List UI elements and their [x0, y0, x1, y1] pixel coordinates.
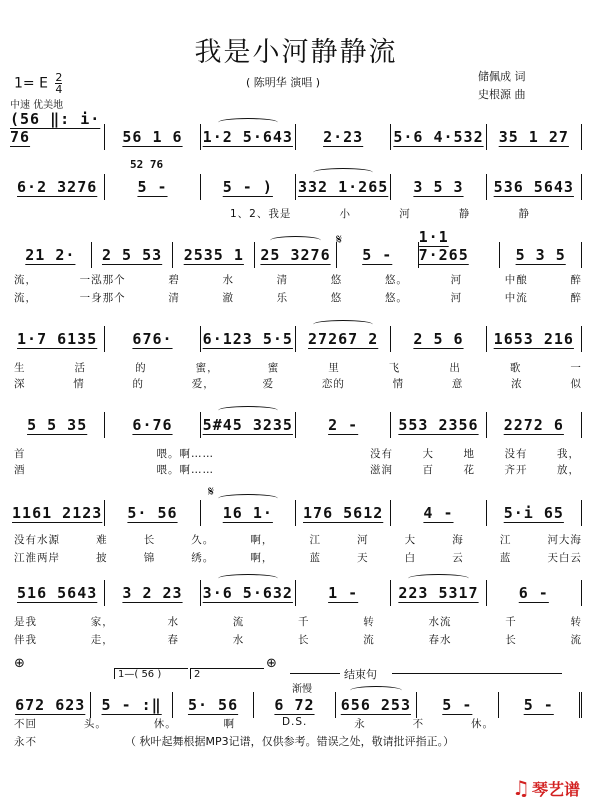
- measure: [105, 412, 200, 438]
- lyric: 江淮两岸: [14, 552, 60, 564]
- lyric: 江: [499, 534, 512, 546]
- measure: [487, 412, 582, 438]
- measure: [92, 242, 174, 268]
- lyric: 没有水源: [14, 534, 60, 546]
- lyric: 转: [570, 616, 582, 628]
- measure: [105, 326, 200, 352]
- measure-notes: 35 1 27: [498, 128, 569, 146]
- lyric: 喂。啊……: [156, 464, 214, 476]
- measure-notes: 1·2 5·643: [202, 128, 293, 146]
- measure-notes: 5 3 5: [515, 246, 566, 264]
- lyric: 河: [450, 274, 463, 286]
- measure-notes: 5 5 35: [27, 416, 88, 434]
- lyric: 醉: [570, 274, 582, 286]
- lyric: 春水: [428, 634, 452, 646]
- lyric: 活: [74, 362, 87, 374]
- logo-icon: ♫: [512, 776, 530, 800]
- lyric: 白: [404, 552, 417, 564]
- tie-mark: [218, 118, 278, 127]
- lyric: 是我: [14, 616, 37, 628]
- measure-notes: 6 -: [518, 584, 549, 602]
- lyric: 不: [412, 718, 425, 730]
- lyric: 没有: [370, 448, 393, 460]
- lyric: 我，: [557, 448, 580, 460]
- tie-mark: [350, 686, 401, 695]
- measure: [391, 412, 486, 438]
- lyrics-row-7a: [14, 614, 582, 629]
- lyrics-row-8b: [14, 734, 74, 749]
- lyric: 静: [458, 208, 471, 220]
- lyric: 情: [392, 378, 405, 390]
- measure: [296, 412, 391, 438]
- lyric: D.S.: [281, 716, 308, 728]
- measure-notes: 223 5317: [398, 584, 479, 602]
- measure-notes: 1653 216: [493, 330, 574, 348]
- lyrics-row-5a-left: [14, 446, 214, 461]
- lyric: 中流: [504, 292, 528, 304]
- score-row-6: [10, 494, 582, 526]
- lyric: 休。: [153, 718, 177, 730]
- measure: [417, 692, 498, 718]
- measure: [173, 242, 255, 268]
- ending-line-left: [290, 673, 340, 674]
- time-signature: [55, 72, 62, 95]
- measure-notes: 6·2 3276: [17, 178, 98, 196]
- lyric: 水: [167, 616, 179, 628]
- measure-notes: 5 - :‖: [101, 696, 162, 714]
- score-row-1: [10, 110, 582, 150]
- lyric: 飞: [388, 362, 401, 374]
- lyric: 一: [570, 362, 582, 374]
- lyric: 一身那个: [79, 292, 126, 304]
- lyric: 一泓那个: [79, 274, 126, 286]
- lyric: 情: [73, 378, 85, 390]
- lyric: 河: [399, 208, 411, 220]
- lyric: 长: [505, 634, 517, 646]
- lyric: 流，: [14, 274, 37, 286]
- lyric: 休。: [470, 718, 494, 730]
- tempo-marking: 中速 优美地: [10, 100, 64, 111]
- measure: [336, 692, 417, 718]
- lyric: 走，: [90, 634, 114, 646]
- measure-notes: 536 5643: [493, 178, 574, 196]
- measure-notes: 2 5 6: [413, 330, 464, 348]
- measure: [487, 124, 582, 150]
- measure: [296, 500, 391, 526]
- lyric: 碧: [168, 274, 180, 286]
- score-row-5: [10, 406, 582, 438]
- measure-notes: 2 5 53: [101, 246, 163, 264]
- measure: [10, 692, 91, 718]
- logo-text: 琴艺谱: [531, 780, 580, 799]
- measure-notes: 5·i 65: [503, 504, 564, 522]
- lyric: 披: [96, 552, 108, 564]
- measure: [296, 326, 391, 352]
- measure: [391, 124, 486, 150]
- lyric: 千: [505, 616, 517, 628]
- measure-notes: 6 72: [274, 696, 315, 714]
- lyric: 头。: [83, 718, 107, 730]
- lyric: 千: [298, 616, 310, 628]
- measure: [418, 228, 501, 268]
- measure-notes: 5 - ): [222, 178, 273, 196]
- lyrics-row-5a-right: [370, 446, 580, 461]
- lyric: 生: [14, 362, 26, 374]
- measure-notes: 672 623: [15, 696, 86, 714]
- measure-notes: 2·23: [323, 128, 364, 146]
- measure: [105, 580, 200, 606]
- measure-notes: 25 3276: [260, 246, 331, 264]
- measure-notes: 1 -: [328, 584, 359, 602]
- ending-label: 结束句: [344, 668, 377, 681]
- measure-notes: 176 5612: [303, 504, 384, 522]
- measure: [201, 580, 296, 606]
- slowing-marking: 渐慢: [292, 684, 312, 695]
- lyric: 不回: [14, 718, 37, 730]
- measure: [91, 692, 172, 718]
- lyric: 齐开: [504, 464, 528, 476]
- lyric: 久。: [191, 534, 215, 546]
- lyric: 云: [452, 552, 464, 564]
- lyric: 没有: [504, 448, 528, 460]
- segno-mark: 𝄋: [336, 232, 343, 248]
- measure: [391, 174, 486, 200]
- measure-notes: 676·: [132, 330, 173, 348]
- lyric: 流: [570, 634, 582, 646]
- measure-notes: 5· 56: [127, 504, 178, 522]
- score-row-3: [10, 228, 582, 268]
- ending-line-right: [392, 673, 562, 674]
- lyric: 长: [143, 534, 156, 546]
- lyrics-row-6b: [14, 550, 582, 565]
- measure-notes: 516 5643: [17, 584, 98, 602]
- lyric: 酒: [14, 464, 26, 476]
- lyric: 蓝: [499, 552, 512, 564]
- measure-notes: 2272 6: [503, 416, 564, 434]
- key-label: 1= E: [14, 75, 48, 92]
- measure-notes: 3·6 5·632: [202, 584, 293, 602]
- measure: [105, 174, 200, 200]
- lyricist-credit: 储佩成 词: [478, 70, 526, 83]
- measure-notes: 1·7 6135: [17, 330, 98, 348]
- tie-mark: [313, 168, 373, 177]
- measure-notes: 6·76: [132, 416, 173, 434]
- lyrics-row-4b: [14, 376, 582, 391]
- lyric: 爱: [262, 378, 275, 390]
- coda-mark: ⊕: [14, 656, 25, 671]
- measure-notes: 21 2·: [25, 246, 76, 264]
- measure-notes: 5 -: [137, 178, 168, 196]
- time-bottom: 4: [55, 83, 63, 96]
- measure-notes: 1·1 7·265: [418, 228, 469, 264]
- measure: [201, 412, 296, 438]
- measure: [296, 124, 391, 150]
- lyric: 澈: [222, 292, 234, 304]
- measure: [296, 580, 391, 606]
- lyrics-row-5b-left: [14, 462, 214, 477]
- tie-mark: [218, 494, 278, 503]
- lyric: 乐: [276, 292, 289, 304]
- lyric: 水: [232, 634, 245, 646]
- lyrics-row-6a: [14, 532, 582, 547]
- measure-notes: 656 253: [340, 696, 411, 714]
- lyric: 小: [339, 208, 352, 220]
- coda-mark: ⊕: [266, 656, 277, 671]
- lyric: 河: [450, 292, 463, 304]
- lyric: 放，: [557, 464, 580, 476]
- lyric: 清: [276, 274, 289, 286]
- measure: [10, 242, 92, 268]
- lyric: 天: [357, 552, 369, 564]
- segno-mark: 𝄋: [208, 484, 215, 500]
- measure: [201, 124, 296, 150]
- measure-notes: 3 2 23: [122, 584, 183, 602]
- lyrics-row-2: [230, 206, 530, 221]
- lyric: 歌: [509, 362, 522, 374]
- measure: [391, 326, 486, 352]
- volta-1: 1—( 56 ): [114, 668, 188, 679]
- lyric: 流: [363, 634, 375, 646]
- tie-mark: [218, 406, 278, 415]
- measure-notes: 56 1 6: [122, 128, 183, 146]
- lyrics-row-7b: [14, 632, 582, 647]
- measure-notes: 1161 2123: [12, 504, 103, 522]
- measure: [173, 692, 254, 718]
- measure: [105, 500, 200, 526]
- time-top: 2: [55, 71, 63, 84]
- lyric: 里: [328, 362, 340, 374]
- measure-notes: 332 1·265: [298, 178, 389, 196]
- measure: [10, 580, 105, 606]
- lyric: 家，: [90, 616, 114, 628]
- measure-notes: 2 -: [328, 416, 359, 434]
- measure-notes: 6·123 5·5: [202, 330, 293, 348]
- tie-mark: [313, 320, 373, 329]
- lyric: 河大海: [547, 534, 582, 546]
- lyric: 首: [14, 448, 26, 460]
- lyric: 爱，: [191, 378, 215, 390]
- measure: [201, 326, 296, 352]
- measure-notes: 16 1·: [222, 504, 273, 522]
- lyric: 啊，: [250, 534, 274, 546]
- score-row-7: [10, 574, 582, 606]
- lyric: 啊，: [250, 552, 274, 564]
- tie-mark: [408, 574, 468, 583]
- grace-notes: 52 76: [130, 158, 164, 171]
- lyrics-row-4a: [14, 360, 582, 375]
- lyric: 出: [449, 362, 461, 374]
- measure: [10, 326, 105, 352]
- lyrics-row-5b-right: [370, 462, 580, 477]
- measure: [105, 124, 200, 150]
- lyric: 醉: [570, 292, 582, 304]
- composer-credit: 史根源 曲: [478, 88, 526, 101]
- measure: [201, 500, 296, 526]
- measure: [254, 692, 335, 718]
- lyric: 大: [422, 448, 434, 460]
- measure: [10, 500, 105, 526]
- lyric: 清: [168, 292, 180, 304]
- measure-notes: 27267 2: [308, 330, 379, 348]
- lyric: 春: [167, 634, 179, 646]
- lyric: 悠。: [384, 292, 408, 304]
- measure-notes: 3 5 3: [413, 178, 464, 196]
- measure: [500, 242, 582, 268]
- measure-notes: 5 -: [523, 696, 554, 714]
- measure-notes: 553 2356: [398, 416, 479, 434]
- measure: [201, 174, 296, 200]
- measure-notes: 5 -: [442, 696, 473, 714]
- lyric: 长: [298, 634, 310, 646]
- measure-notes: 5 -: [362, 246, 393, 264]
- measure: [487, 500, 582, 526]
- lyric: 滋润: [370, 464, 393, 476]
- lyric: 啊: [223, 718, 236, 730]
- measure: [391, 580, 486, 606]
- lyric: 深: [14, 378, 26, 390]
- lyric: 花: [463, 464, 475, 476]
- lyric: 流，: [14, 292, 37, 304]
- measure: [10, 110, 105, 150]
- measure: [391, 500, 486, 526]
- score-row-2: [10, 168, 582, 200]
- lyrics-row-8a: [14, 716, 494, 731]
- lyrics-row-3b: [14, 290, 582, 305]
- lyric: 绣。: [191, 552, 215, 564]
- measure: [487, 326, 582, 352]
- lyric: 永不: [14, 736, 37, 748]
- lyric: 似: [570, 378, 582, 390]
- measure-notes: (56 ‖: i· 76: [10, 110, 101, 146]
- tie-mark: [270, 236, 322, 245]
- measure-notes: 5· 56: [187, 696, 239, 714]
- lyric: 伴我: [14, 634, 37, 646]
- site-logo[interactable]: [512, 776, 580, 800]
- lyric: 难: [96, 534, 108, 546]
- lyric: 百: [422, 464, 434, 476]
- measure: [10, 174, 105, 200]
- lyric: 的: [135, 362, 147, 374]
- measure-final: [499, 692, 582, 718]
- lyric: 浓: [511, 378, 523, 390]
- lyric: 江: [309, 534, 321, 546]
- lyric: 地: [463, 448, 475, 460]
- lyric: 的: [132, 378, 145, 390]
- measure: [487, 174, 582, 200]
- measure: [337, 242, 419, 268]
- lyric: 蜜: [267, 362, 280, 374]
- lyric: 转: [363, 616, 375, 628]
- tie-mark: [218, 574, 278, 583]
- lyric: 喂。啊……: [156, 448, 214, 460]
- lyric: 悠: [330, 274, 343, 286]
- volta-2: 2: [190, 668, 264, 679]
- score-row-4: [10, 320, 582, 352]
- lyric: 河: [357, 534, 369, 546]
- performer-credit: ( 陈明华 演唱 ): [246, 76, 321, 89]
- lyric: 1、2、我是: [230, 208, 292, 220]
- lyrics-row-3a: [14, 272, 582, 287]
- lyric: 永: [354, 718, 366, 730]
- transcription-note: （ 秋叶起舞根据MP3记谱，仅供参考。错误之处，敬请批评指正。）: [125, 735, 455, 748]
- lyric: 流: [232, 616, 245, 628]
- lyric: 海: [452, 534, 464, 546]
- measure: [296, 174, 391, 200]
- page-title: 我是小河静静流: [194, 37, 398, 68]
- measure-notes: 5·6 4·532: [393, 128, 484, 146]
- lyric: 锦: [143, 552, 156, 564]
- lyric: 悠: [330, 292, 343, 304]
- measure-notes: 2535 1: [183, 246, 244, 264]
- lyric: 天白云: [547, 552, 582, 564]
- lyric: 悠。: [384, 274, 408, 286]
- score-row-8: [10, 686, 582, 718]
- key-signature: [14, 72, 62, 95]
- lyric: 静: [518, 208, 530, 220]
- lyric: 意: [451, 378, 464, 390]
- lyric: 大: [404, 534, 417, 546]
- lyric: 水: [222, 274, 234, 286]
- lyric: 中酿: [504, 274, 528, 286]
- lyric: 水流: [428, 616, 452, 628]
- lyric: 恋的: [321, 378, 345, 390]
- measure: [255, 242, 337, 268]
- measure: [10, 412, 105, 438]
- lyric: 蓝: [309, 552, 321, 564]
- measure: [487, 580, 582, 606]
- lyric: 蜜，: [195, 362, 219, 374]
- measure-notes: 4 -: [423, 504, 454, 522]
- measure-notes: 5#45 3235: [202, 416, 293, 434]
